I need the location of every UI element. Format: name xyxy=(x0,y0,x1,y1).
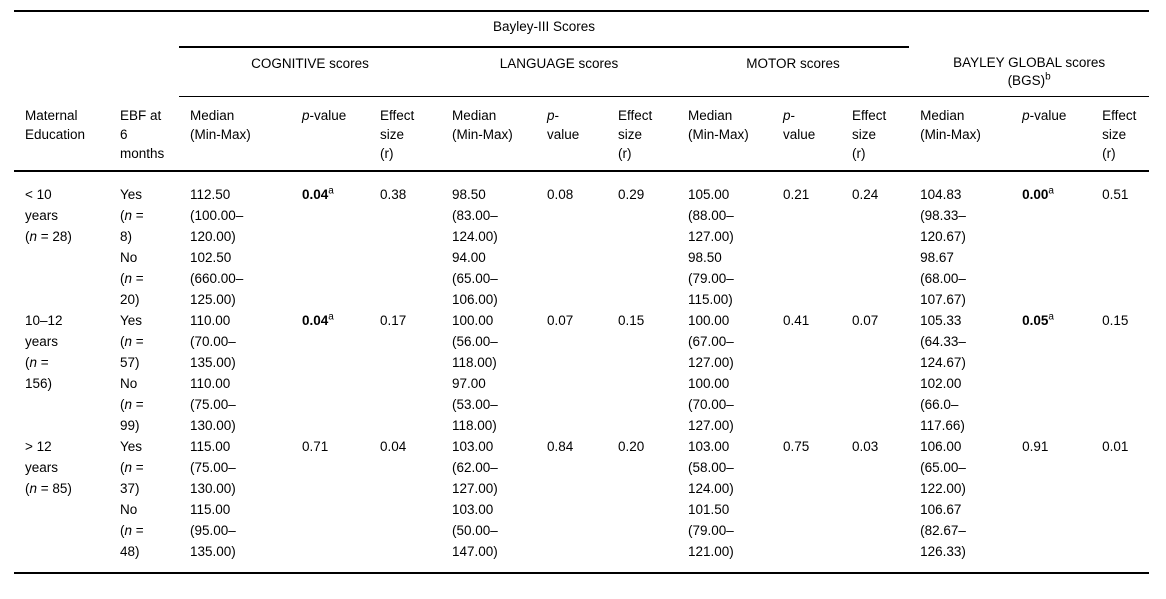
p-value-header xyxy=(1011,97,1091,172)
cell-line: Median xyxy=(190,108,235,123)
effect-size-cell xyxy=(1091,436,1149,573)
cell-line: Effect xyxy=(618,108,653,123)
cell-line: p-value xyxy=(1022,108,1067,123)
cell-line: (n = xyxy=(120,334,144,349)
cell-line: (65.00– xyxy=(452,271,498,286)
cell-line: 6 xyxy=(120,126,128,142)
cell-line: 0.07 xyxy=(852,313,879,328)
cell-line: 124.67) xyxy=(920,355,966,370)
cell-line: 0.84 xyxy=(547,439,574,454)
cell-line: 103.00 xyxy=(452,502,494,517)
cell-line: Effect xyxy=(1102,108,1137,123)
cell-line: size xyxy=(1102,127,1127,142)
footnote-marker-a: a xyxy=(328,311,334,323)
cell-line: 0.71 xyxy=(302,439,329,454)
cell-line: 0.75 xyxy=(783,439,810,454)
cell-line: (66.0– xyxy=(920,397,959,412)
education-cell xyxy=(14,171,109,310)
cell-line: 101.50 xyxy=(688,502,730,517)
cell-line: (53.00– xyxy=(452,397,498,412)
effect-size-cell xyxy=(841,436,909,573)
cell-line: Median xyxy=(688,108,733,123)
cell-line: p-value xyxy=(302,108,347,123)
cell-line: 0.24 xyxy=(852,187,879,202)
cell-line: 105.00 xyxy=(688,187,730,202)
p-value-cell xyxy=(772,310,841,436)
cell-line: 115.00 xyxy=(190,439,231,454)
median-cell xyxy=(677,436,772,573)
cell-line: 122.00) xyxy=(920,481,966,496)
cell-line: (n = xyxy=(120,523,144,538)
cell-line: 147.00) xyxy=(452,544,498,559)
cell-line: Median xyxy=(452,108,497,123)
cell-line: 98.67 xyxy=(920,250,954,265)
effect-size-header xyxy=(607,97,677,172)
cell-line: (64.33– xyxy=(920,334,966,349)
ebf-cell xyxy=(109,436,179,573)
cell-line: 102.00 xyxy=(920,376,962,391)
cell-line: 100.00 xyxy=(688,376,730,391)
cell-line: 98.50 xyxy=(688,250,722,265)
median-minmax-header xyxy=(677,97,772,172)
cell-line: 135.00) xyxy=(190,355,236,370)
cell-line: 115.00 xyxy=(190,502,231,517)
p-value-header xyxy=(772,97,841,172)
cell-line: Education xyxy=(25,126,86,142)
cell-line: 124.00) xyxy=(688,481,734,496)
table-spanner-heading: Bayley-III Scores xyxy=(179,11,909,47)
bayley-scores-table xyxy=(14,10,1149,574)
table-row xyxy=(14,436,1149,573)
cell-line: (Min-Max) xyxy=(688,127,749,142)
cell-line: (n = xyxy=(120,460,144,475)
cell-line: 37) xyxy=(120,481,140,496)
cell-line: 0.38 xyxy=(380,187,407,202)
effect-size-cell xyxy=(841,310,909,436)
cell-line: (88.00– xyxy=(688,208,734,223)
cell-line: 120.00) xyxy=(190,229,236,244)
cell-line: 57) xyxy=(120,355,140,370)
cell-line: value xyxy=(547,127,580,142)
p-value-header xyxy=(291,97,369,172)
cell-line: 118.00) xyxy=(452,355,497,370)
cell-line: EBF at xyxy=(120,107,162,123)
cell-line: 0.01 xyxy=(1102,439,1129,454)
cell-line: (67.00– xyxy=(688,334,734,349)
effect-size-cell xyxy=(369,310,441,436)
cell-line: 0.04$^a$ xyxy=(302,185,334,202)
table-body xyxy=(14,171,1149,573)
effect-size-cell xyxy=(607,436,677,573)
cell-line: 0.03 xyxy=(852,439,879,454)
cell-line: 105.33 xyxy=(920,313,962,328)
cell-line: (Min-Max) xyxy=(190,127,251,142)
cell-line: (75.00– xyxy=(190,460,236,475)
cell-line: (83.00– xyxy=(452,208,498,223)
median-minmax-header xyxy=(909,97,1011,172)
p-value-cell xyxy=(772,171,841,310)
cell-line: 110.00 xyxy=(190,313,231,328)
cell-line: Yes xyxy=(120,439,143,454)
cell-line: 110.00 xyxy=(190,376,231,391)
effect-size-cell xyxy=(607,171,677,310)
cell-line: > 12 xyxy=(25,439,52,454)
group-header-motor: MOTOR scores xyxy=(677,47,909,97)
cell-line: 48) xyxy=(120,544,140,559)
cell-line: Yes xyxy=(120,187,143,202)
education-cell xyxy=(14,310,109,436)
ebf-cell xyxy=(109,310,179,436)
footnote-marker-a: a xyxy=(328,185,334,197)
cell-line: Median xyxy=(920,108,965,123)
cell-line: Yes xyxy=(120,313,143,328)
effect-size-cell xyxy=(369,436,441,573)
p-value-cell xyxy=(536,310,607,436)
cell-line: 0.29 xyxy=(618,187,645,202)
cell-line: 0.20 xyxy=(618,439,645,454)
cell-line: 0.41 xyxy=(783,313,810,328)
cell-line: 156) xyxy=(25,376,53,391)
cell-line: 0.15 xyxy=(618,313,645,328)
cell-line: (62.00– xyxy=(452,460,498,475)
cell-line: (n = 28) xyxy=(25,229,72,244)
cell-line: 127.00) xyxy=(688,418,734,433)
group-spacer-left xyxy=(14,47,179,97)
cell-line: size xyxy=(618,127,643,142)
cell-line: (100.00– xyxy=(190,208,244,223)
p-value-cell xyxy=(291,436,369,573)
group-header-cognitive: COGNITIVE scores xyxy=(179,47,441,97)
cell-line: 112.50 xyxy=(190,187,231,202)
cell-line: 0.04 xyxy=(380,439,407,454)
cell-line: 0.91 xyxy=(1022,439,1049,454)
cell-line: years xyxy=(25,208,59,223)
cell-line: (n = xyxy=(120,208,144,223)
cell-line: years xyxy=(25,334,59,349)
table-header xyxy=(14,11,1149,171)
p-value-cell xyxy=(772,436,841,573)
cell-line: p- xyxy=(547,108,560,123)
footnote-marker-b: b xyxy=(1045,71,1051,83)
cell-line: 130.00) xyxy=(190,481,236,496)
cell-line: 0.08 xyxy=(547,187,574,202)
cell-line: 120.67) xyxy=(920,229,966,244)
cell-line: 103.00 xyxy=(452,439,494,454)
cell-line: (58.00– xyxy=(688,460,734,475)
median-cell xyxy=(441,171,536,310)
cell-line: 20) xyxy=(120,292,140,307)
median-cell xyxy=(677,171,772,310)
median-cell xyxy=(441,310,536,436)
median-minmax-header xyxy=(179,97,291,172)
cell-line: 10–12 xyxy=(25,313,63,328)
median-cell xyxy=(179,171,291,310)
cell-line: 117.66) xyxy=(920,418,965,433)
cell-line: 127.00) xyxy=(688,229,734,244)
cell-line: years xyxy=(25,460,59,475)
effect-size-header xyxy=(841,97,909,172)
cell-line: 125.00) xyxy=(190,292,236,307)
cell-line: 0.17 xyxy=(380,313,407,328)
median-minmax-header xyxy=(441,97,536,172)
median-cell xyxy=(909,436,1011,573)
cell-line: 97.00 xyxy=(452,376,486,391)
ebf-cell xyxy=(109,171,179,310)
effect-size-header xyxy=(1091,97,1149,172)
footnote-marker-a: a xyxy=(1048,185,1054,197)
group-header-bayley: BAYLEY GLOBAL scores (BGS)$^b$ xyxy=(909,47,1149,97)
cell-line: 0.15 xyxy=(1102,313,1129,328)
p-value-cell xyxy=(536,436,607,573)
cell-line: (50.00– xyxy=(452,523,498,538)
median-cell xyxy=(909,171,1011,310)
cell-line: (r) xyxy=(380,146,394,161)
cell-line: 107.67) xyxy=(920,292,966,307)
column-header-row xyxy=(14,97,1149,172)
effect-size-cell xyxy=(369,171,441,310)
spanner-spacer-right xyxy=(909,11,1149,47)
cell-line: No xyxy=(120,502,138,517)
cell-line: (82.67– xyxy=(920,523,966,538)
cell-line: 115.00) xyxy=(688,292,733,307)
median-cell xyxy=(179,310,291,436)
cell-line: 94.00 xyxy=(452,250,486,265)
score-group-header-row xyxy=(14,47,1149,97)
cell-line: (n = 85) xyxy=(25,481,72,496)
cell-line: 135.00) xyxy=(190,544,236,559)
cell-line: (r) xyxy=(1102,146,1116,161)
cell-line: 100.00 xyxy=(452,313,494,328)
cell-line: (56.00– xyxy=(452,334,498,349)
cell-line: 121.00) xyxy=(688,544,734,559)
p-value-header xyxy=(536,97,607,172)
cell-line: (79.00– xyxy=(688,271,734,286)
cell-line: (65.00– xyxy=(920,460,966,475)
cell-line: 118.00) xyxy=(452,418,497,433)
cell-line: 103.00 xyxy=(688,439,730,454)
effect-size-header xyxy=(369,97,441,172)
cell-line: 0.21 xyxy=(783,187,810,202)
cell-line: 106.00) xyxy=(452,292,498,307)
cell-line: (n = xyxy=(120,397,144,412)
cell-line: 98.50 xyxy=(452,187,486,202)
cell-line: Effect xyxy=(380,108,415,123)
p-value-cell xyxy=(536,171,607,310)
table-row xyxy=(14,171,1149,310)
cell-line: size xyxy=(380,127,405,142)
p-value-cell xyxy=(291,310,369,436)
cell-line: 127.00) xyxy=(452,481,498,496)
cell-line: 127.00) xyxy=(688,355,734,370)
effect-size-cell xyxy=(1091,310,1149,436)
table-row xyxy=(14,310,1149,436)
cell-line: (70.00– xyxy=(190,334,236,349)
p-value-cell xyxy=(1011,436,1091,573)
cell-line: 100.00 xyxy=(688,313,730,328)
cell-line: (Min-Max) xyxy=(920,127,981,142)
cell-line: < 10 xyxy=(25,187,52,202)
cell-line: (75.00– xyxy=(190,397,236,412)
cell-line: size xyxy=(852,127,877,142)
cell-line: (70.00– xyxy=(688,397,734,412)
cell-line: (r) xyxy=(852,146,866,161)
p-value-cell xyxy=(1011,310,1091,436)
maternal-education-header xyxy=(14,97,109,172)
group-header-language: LANGUAGE scores xyxy=(441,47,677,97)
cell-line: (Min-Max) xyxy=(452,127,513,142)
median-cell xyxy=(441,436,536,573)
spanner-row xyxy=(14,11,1149,47)
spanner-spacer-left xyxy=(14,11,179,47)
cell-line: 0.00$^a$ xyxy=(1022,185,1054,202)
median-cell xyxy=(909,310,1011,436)
cell-line: 130.00) xyxy=(190,418,236,433)
median-cell xyxy=(179,436,291,573)
cell-line: value xyxy=(783,127,816,142)
p-value-cell xyxy=(291,171,369,310)
effect-size-cell xyxy=(607,310,677,436)
cell-line: 102.50 xyxy=(190,250,232,265)
cell-line: 0.05$^a$ xyxy=(1022,311,1054,328)
education-cell xyxy=(14,436,109,573)
cell-line: 104.83 xyxy=(920,187,962,202)
table-container xyxy=(14,10,1166,574)
cell-line: (79.00– xyxy=(688,523,734,538)
cell-line: 106.00 xyxy=(920,439,962,454)
cell-line: 0.07 xyxy=(547,313,574,328)
ebf-header xyxy=(109,97,179,172)
cell-line: 0.51 xyxy=(1102,187,1129,202)
cell-line: (n = xyxy=(25,355,49,370)
effect-size-cell xyxy=(841,171,909,310)
cell-line: (95.00– xyxy=(190,523,236,538)
cell-line: (r) xyxy=(618,146,632,161)
cell-line: 124.00) xyxy=(452,229,498,244)
cell-line: Maternal xyxy=(25,107,78,123)
cell-line: (68.00– xyxy=(920,271,966,286)
median-cell xyxy=(677,310,772,436)
cell-line: No xyxy=(120,250,138,265)
cell-line: (98.33– xyxy=(920,208,966,223)
cell-line: No xyxy=(120,376,138,391)
cell-line: 99) xyxy=(120,418,140,433)
cell-line: 126.33) xyxy=(920,544,966,559)
cell-line: months xyxy=(120,145,165,161)
cell-line: (n = xyxy=(120,271,144,286)
footnote-marker-a: a xyxy=(1048,311,1054,323)
cell-line: 106.67 xyxy=(920,502,962,517)
effect-size-cell xyxy=(1091,171,1149,310)
cell-line: 8) xyxy=(120,229,133,244)
cell-line: 0.04$^a$ xyxy=(302,311,334,328)
cell-line: (660.00– xyxy=(190,271,244,286)
cell-line: p- xyxy=(783,108,796,123)
p-value-cell xyxy=(1011,171,1091,310)
cell-line: Effect xyxy=(852,108,887,123)
